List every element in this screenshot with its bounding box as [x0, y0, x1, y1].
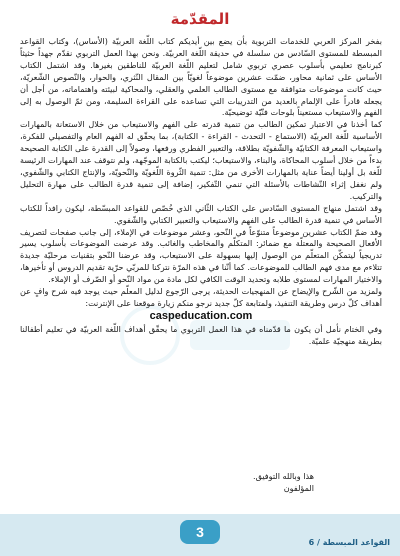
paragraph: ولمزيد من الشّرح والإيضاح عن المنهجيات الحديثة، يرجى الرّجوع لدليل المعلّم حيث يوجد فيه شرح وافٍ عن أهداف كلّ درس وطريقة التنفيذ، ولمتابعة كلّ جديد نرجو منكم زيارة موقعنا على الإنترنت:	[20, 286, 382, 308]
paragraph: وقد ضمّ الكتاب عشرين موضوعاً متنوّعاً في النّحو، وعشر موضوعات في الإملاء، إلى جانب صفحات لتصريف الأفعال الصحيحة والمعتلّة مع ضمائر: المتكلّم والمخاطب والغائب. وقد عرضت الموضوعات بأسلوب يسير تدريجياً ليتمكّن المتعلّم من الوصول إليها بسهولة على الاستيعاب، وقد عرضنا النّحو بتقنيات مرحليّة جديدة تتلاءم مع مدى فهم الطالب للموضوعات. كما أنّنا في هذه المرّة نتركنا للمربّي حرّية تقديم الدروس أو تأخيرها، والاختيار المهارات لمستوى طلابه وتحديد الوقت الكافي لكل مادة من مواد النّحو أو الصّرف أو الإملاء.	[20, 226, 382, 285]
paragraph: وفي الختام نأمل أن يكون ما قدّمناه في هذا العمل التربوي ما يحقّق أهداف اللّغة العربيّة في تعليم أطفالنا بطريقة منهجيّة علميّة.	[20, 323, 382, 346]
page-number-badge: 3	[180, 520, 220, 544]
closing-block	[114, 470, 314, 494]
footer-bar	[0, 514, 400, 556]
footer-book-label: القواعد المبسطة / 6	[308, 538, 390, 547]
paragraph: كما أخذنا في الاعتبار تمكين الطالب من تنمية قدرته على الفهم والاستيعاب من خلال الاستعانة بالمهارات الأساسية للّغة العربيّة (الاستماع - التحدث - القراءة - الكتابة)، بما يحقّق له الفهم العام والتفصيلي للفكرة، واستيعاب المعرفة الكتابيّة والشّفويّة بطلاقة، والتعبير الفطري ورفعها، وصولاً إلى القدرة على الكتابة الصحيحة بدءاً من خلال أسلوب المحاكاة، والبناء، والاستيعاب؛ ليكتب بالكتابة الموجّهة، ولم نتوقف عند المهارات الرئيسة للّغة بل أولينا أيضاً عناية بالمهارات الأخرى من مثل: تنمية الثّروة اللّغويّة والنّحويّة، والإنتاج الكتابي والشّفوي، ولم نغفل إثراء النّشاطات بالأسئلة التي تنمي التّفكير، إضافة إلى تنمية قدرة الطالب على مهارة التحليل والتركيب.	[20, 119, 382, 201]
page-title: المقدّمة	[170, 10, 230, 28]
paragraph: بفخر المركز العربي للخدمات التربوية بأن يضع بين أيديكم كتاب اللّغة العربيّة (الأساس)، وكتاب القواعد المبسطة للمستوى السّادس من سلسلة في حديقة اللّغة العربيّة. ونحن بهذا العمل التربوي نقدّم جهداً حثيثاً كبرنامج تعليمي بأسلوب عصري تربوي شامل لتعليم اللّغة العربيّة للناطقين بغيرها. وقد اشتمل الكتاب الأساس على ثمانية محاور، ضمّت عشرين موضوعاً لغويّاً بين المقال النّثري، والحوار، والنّصوص الشّعريّة، حيث كانت موضوعات متوافقة مع مستوى الطالب العلمي والعقلي، والمحاكية لبيئته واهتماماته، من أجل أن يجعله قادراً على الإلمام بالعديد من التدريبات التي تساعده على القراءة السليمة، ومن ثمّ الوصول به إلى الفهم والاستيعاب مستعيناً بلوحات فنّيّة توضيحيّة.	[20, 36, 382, 118]
closing-line: هذا وبالله التوفيق.	[253, 471, 314, 481]
signature: المؤلفون	[283, 483, 314, 493]
introduction-body	[20, 36, 382, 348]
paragraph: وقد اشتمل منهاج المستوى السّادس على الكتاب الثّاني الذي خُصّص للقواعد المبسّطة، ليكون رافداً للكتاب الأساس في تنمية قدرة الطالب على الفهم والاستيعاب والتعبير الكتابي والشّفوي.	[20, 202, 382, 225]
website-link[interactable]: caspeducation.com	[149, 309, 253, 322]
